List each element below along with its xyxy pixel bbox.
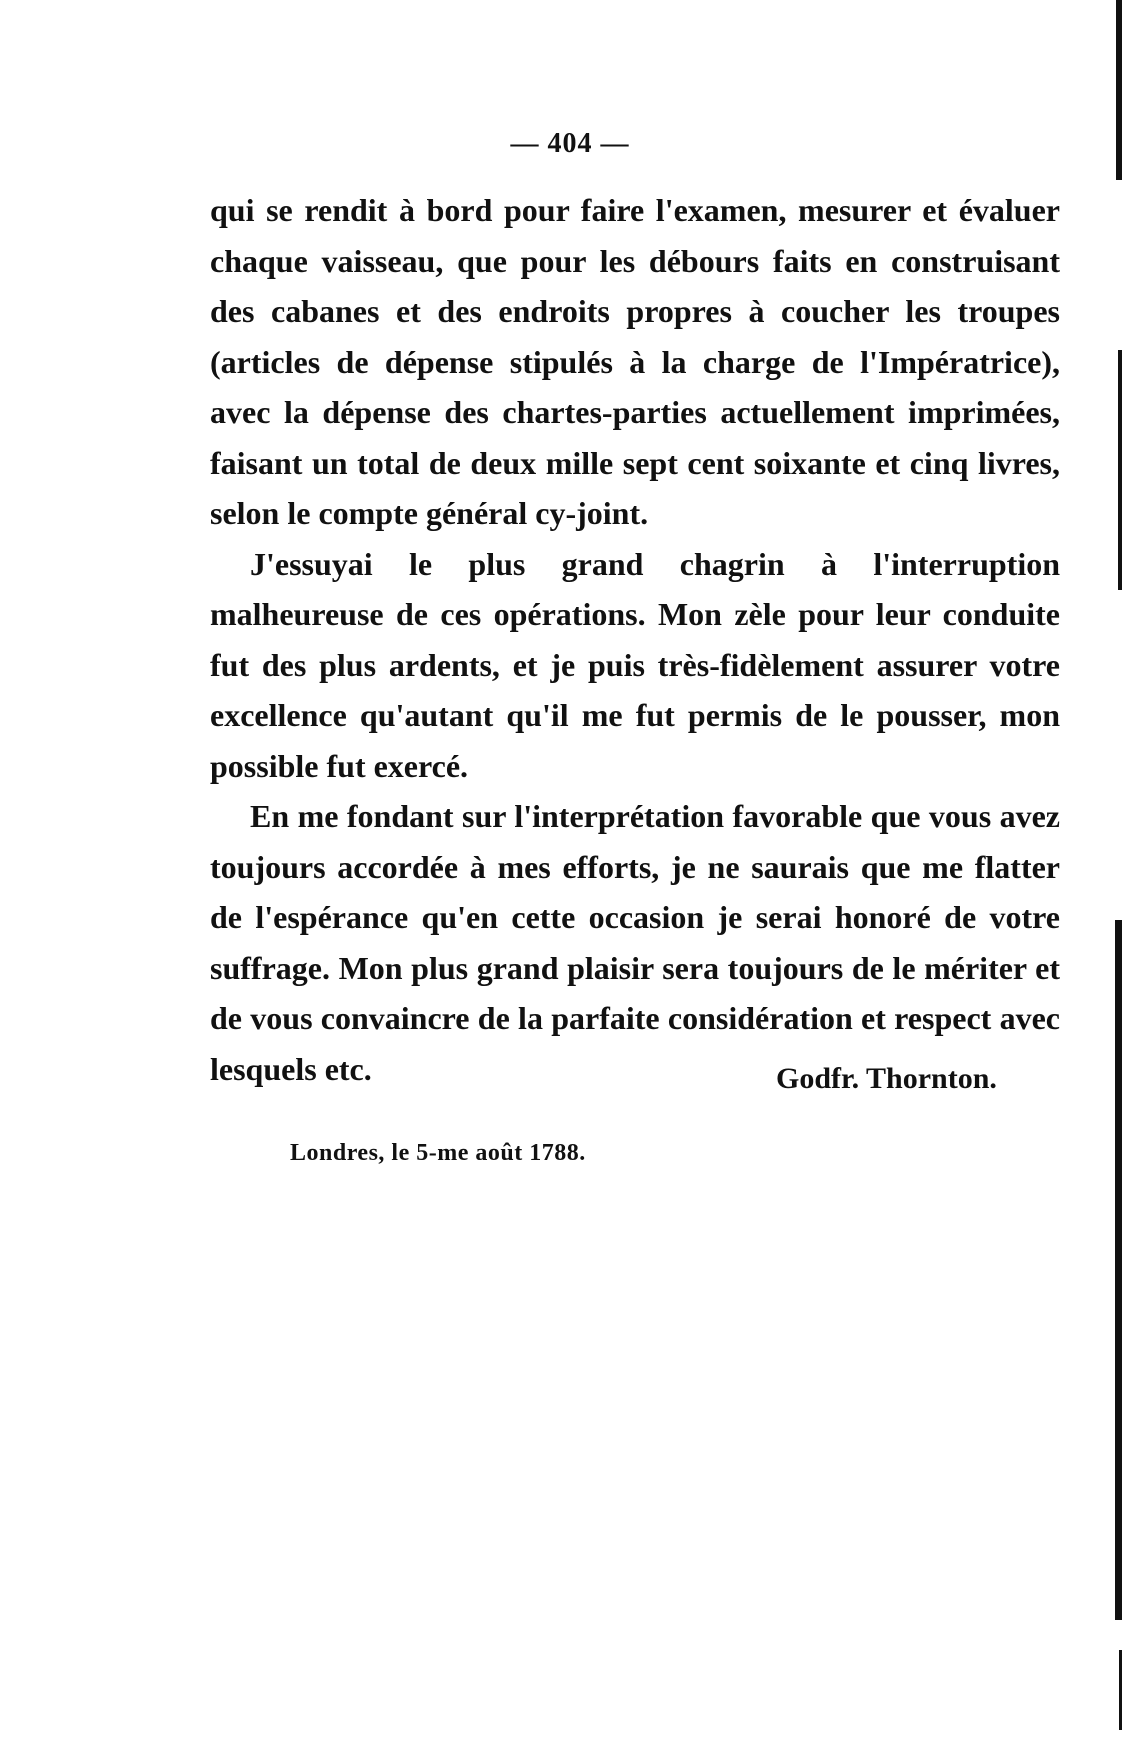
- paragraph-closing: En me fondant sur l'interprétation favorable que vous avez toujours accordée à mes efforts, je ne saurais que me flatter de l'espérance qu'en cette occasion je serai honoré de votre suffrage. Mon plus grand plaisir sera toujours de le mériter et de vous convaincre de la parfaite considération et respect avec lesquels etc.: [210, 798, 1060, 1087]
- paragraph-regret: J'essuyai le plus grand chagrin à l'interruption malheureuse de ces opérations. Mon zèle pour leur conduite fut des plus ardents, et je puis très-fidèlement assurer votre excellence qu'autant qu'il me fut permis de le pousser, mon possible fut exercé.: [210, 545, 1060, 784]
- binding-edge-shadow-mid: [1118, 350, 1122, 590]
- letter-body: [210, 185, 1060, 1094]
- binding-edge-shadow-top: [1116, 0, 1122, 180]
- paragraph-continuation: qui se rendit à bord pour faire l'examen, mesurer et évaluer chaque vaisseau, que pour les débours faits en construisant des cabanes et des endroits propres à coucher les troupes (articles de dépense stipulés à la charge de l'Impératrice), avec la dépense des chartes-parties actuellement imprimées, faisant un total de deux mille sept cent soixante et cinq livres, selon le compte général cy-joint.: [210, 192, 1060, 531]
- signature: Godfr. Thornton.: [776, 1062, 997, 1095]
- page-number: — 404 —: [510, 128, 630, 159]
- binding-edge-shadow-low: [1115, 920, 1122, 1620]
- binding-edge-shadow-foot: [1119, 1650, 1122, 1730]
- dateline: Londres, le 5-me août 1788.: [290, 1140, 586, 1166]
